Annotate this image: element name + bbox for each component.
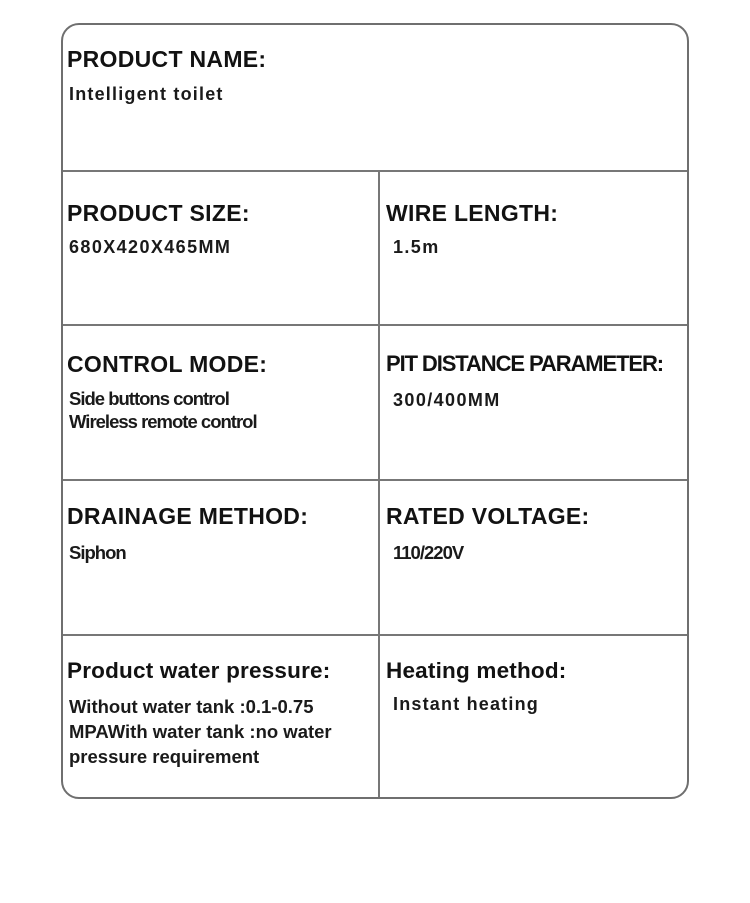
- cell-product-size: [63, 172, 378, 324]
- cell-drainage-method: [63, 481, 378, 634]
- water-pressure-line-2: MPAWith water tank :no water: [69, 721, 332, 742]
- spec-table: [61, 23, 689, 799]
- row-pressure-heating: [63, 634, 687, 799]
- control-mode-value: [69, 387, 257, 433]
- product-name-label: PRODUCT NAME:: [67, 46, 267, 72]
- drainage-method-value: Siphon: [69, 542, 126, 563]
- cell-control-mode: [63, 326, 378, 479]
- cell-rated-voltage: [378, 481, 687, 634]
- pit-distance-label: PIT DISTANCE PARAMETER:: [386, 351, 663, 376]
- pit-distance-value: 300/400MM: [393, 390, 501, 410]
- cell-water-pressure: [63, 636, 378, 799]
- water-pressure-label: Product water pressure:: [67, 658, 331, 683]
- product-name-value: Intelligent toilet: [69, 84, 224, 104]
- water-pressure-line-3: pressure requirement: [69, 746, 260, 767]
- control-mode-line-1: Side buttons control: [69, 388, 229, 409]
- rated-voltage-value: 110/220V: [393, 542, 464, 563]
- drainage-method-label: DRAINAGE METHOD:: [67, 503, 309, 529]
- heating-method-label: Heating method:: [386, 658, 567, 683]
- water-pressure-value: [69, 694, 374, 769]
- heating-method-value: Instant heating: [393, 694, 540, 714]
- cell-heating-method: [378, 636, 687, 799]
- water-pressure-line-1: Without water tank :0.1-0.75: [69, 696, 314, 717]
- control-mode-label: CONTROL MODE:: [67, 351, 268, 377]
- control-mode-line-2: Wireless remote control: [69, 411, 257, 432]
- cell-pit-distance: [378, 326, 687, 479]
- row-drainage-voltage: [63, 479, 687, 634]
- rated-voltage-label: RATED VOLTAGE:: [386, 503, 590, 529]
- row-control-pit: [63, 324, 687, 479]
- cell-wire-length: [378, 172, 687, 324]
- cell-product-name: [63, 25, 687, 170]
- wire-length-label: WIRE LENGTH:: [386, 200, 559, 226]
- row-product-name: [63, 25, 687, 170]
- wire-length-value: 1.5m: [393, 237, 440, 257]
- product-size-label: PRODUCT SIZE:: [67, 200, 250, 226]
- row-size-wire: [63, 170, 687, 324]
- product-size-value: 680X420X465MM: [69, 237, 232, 257]
